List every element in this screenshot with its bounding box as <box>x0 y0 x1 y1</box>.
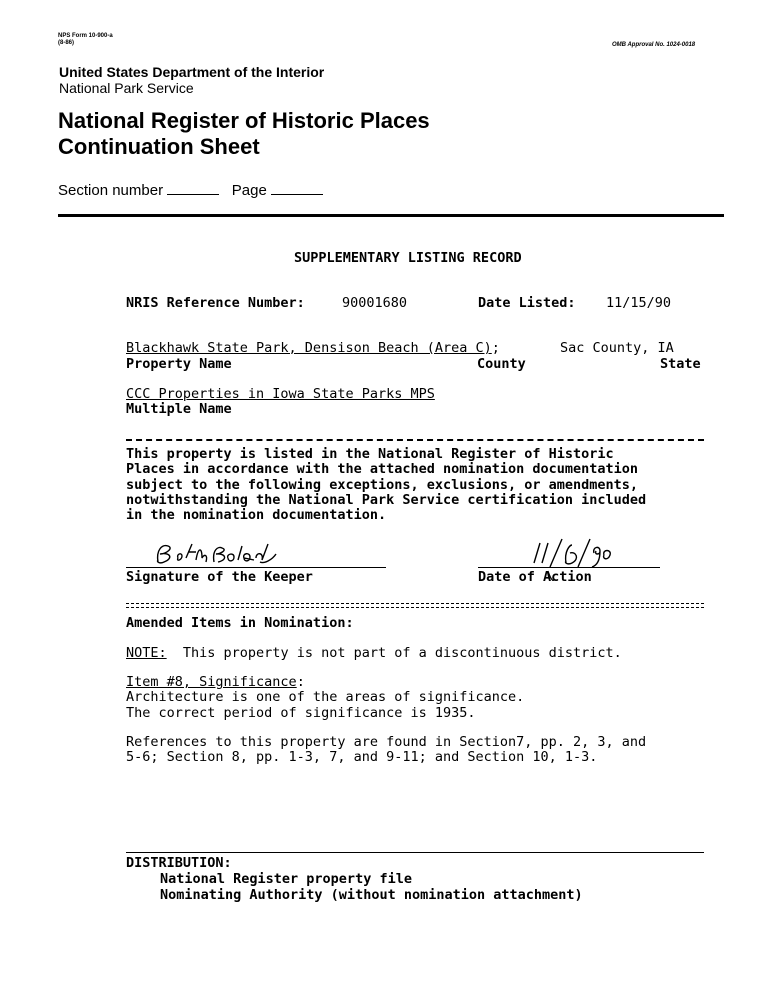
property-name-value: Blackhawk State Park, Densison Beach (Area C) <box>126 340 492 356</box>
date-listed-label: Date Listed: <box>478 295 576 311</box>
nris-value: 90001680 <box>342 295 408 311</box>
listing-statement <box>126 447 646 523</box>
date-listed-value: 11/15/90 <box>606 295 672 311</box>
date-of-action-line <box>478 567 660 568</box>
agency-name: National Park Service <box>59 80 194 96</box>
statement-line: subject to the following exceptions, exclusions, or amendments, <box>126 476 639 493</box>
page-field <box>271 194 323 195</box>
item-line: The correct period of significance is 1935. <box>126 705 476 721</box>
item-heading-text: Item #8, Significance <box>126 674 297 690</box>
form-date-text: (8-86) <box>58 40 75 46</box>
property-separator: ; <box>491 340 500 356</box>
form-number-text: NPS Form 10-900-a <box>58 33 113 39</box>
statement-line: This property is listed in the National Register of Historic <box>126 446 614 462</box>
item-line: Architecture is one of the areas of significance. <box>126 689 525 705</box>
item-heading-colon: : <box>296 674 305 690</box>
multiple-name-value: CCC Properties in Iowa State Parks MPS <box>126 386 435 402</box>
references-line: 5-6; Section 8, pp. 1-3, 7, and 9-11; and Section 10, 1-3. <box>126 749 598 765</box>
omb-approval: OMB Approval No. 1024-0018 <box>612 42 696 48</box>
state-label: State <box>660 356 701 372</box>
header-rule <box>58 214 724 217</box>
distribution-rule <box>126 852 704 853</box>
page-label: Page <box>231 182 267 199</box>
nris-label: NRIS Reference Number: <box>126 295 305 311</box>
form-number <box>58 33 113 47</box>
section-number-field <box>167 194 219 195</box>
county-state-value: Sac County, IA <box>560 340 674 356</box>
signature-line <box>126 567 386 568</box>
distribution-label: DISTRIBUTION: <box>126 855 232 871</box>
department-name: United States Department of the Interior <box>59 64 325 80</box>
distribution-item: Nominating Authority (without nomination attachment) <box>160 887 583 903</box>
title-line-2: Continuation Sheet <box>58 134 260 159</box>
note-line <box>126 646 622 661</box>
statement-line: notwithstanding the National Park Service certification included <box>126 491 647 508</box>
double-dashed-divider <box>126 603 704 608</box>
county-label: County <box>477 356 526 372</box>
property-name-line <box>126 341 500 356</box>
department-block <box>59 64 324 96</box>
distribution-item: National Register property file <box>160 871 412 887</box>
note-text: This property is not part of a discontinuous district. <box>182 645 622 661</box>
document-title <box>58 108 430 160</box>
record-heading: SUPPLEMENTARY LISTING RECORD <box>294 250 522 266</box>
keeper-signature <box>148 540 288 570</box>
section-number-label: Section number <box>58 182 164 199</box>
statement-line: Places in accordance with the attached nomination documentation <box>126 461 639 478</box>
section-page-line <box>58 182 323 199</box>
title-line-1: National Register of Historic Places <box>58 108 430 133</box>
multiple-name-label: Multiple Name <box>126 401 232 417</box>
references-line: References to this property are found in Section7, pp. 2, 3, and <box>126 734 647 750</box>
dashed-divider <box>126 439 704 441</box>
statement-line: in the nomination documentation. <box>126 507 387 524</box>
note-label: NOTE: <box>126 645 167 661</box>
property-name-label: Property Name <box>126 356 232 372</box>
item-heading <box>126 675 305 690</box>
amended-heading: Amended Items in Nomination: <box>126 615 354 631</box>
signature-label: Signature of the Keeper <box>126 569 313 585</box>
date-of-action-label: Date of Action <box>478 569 592 585</box>
